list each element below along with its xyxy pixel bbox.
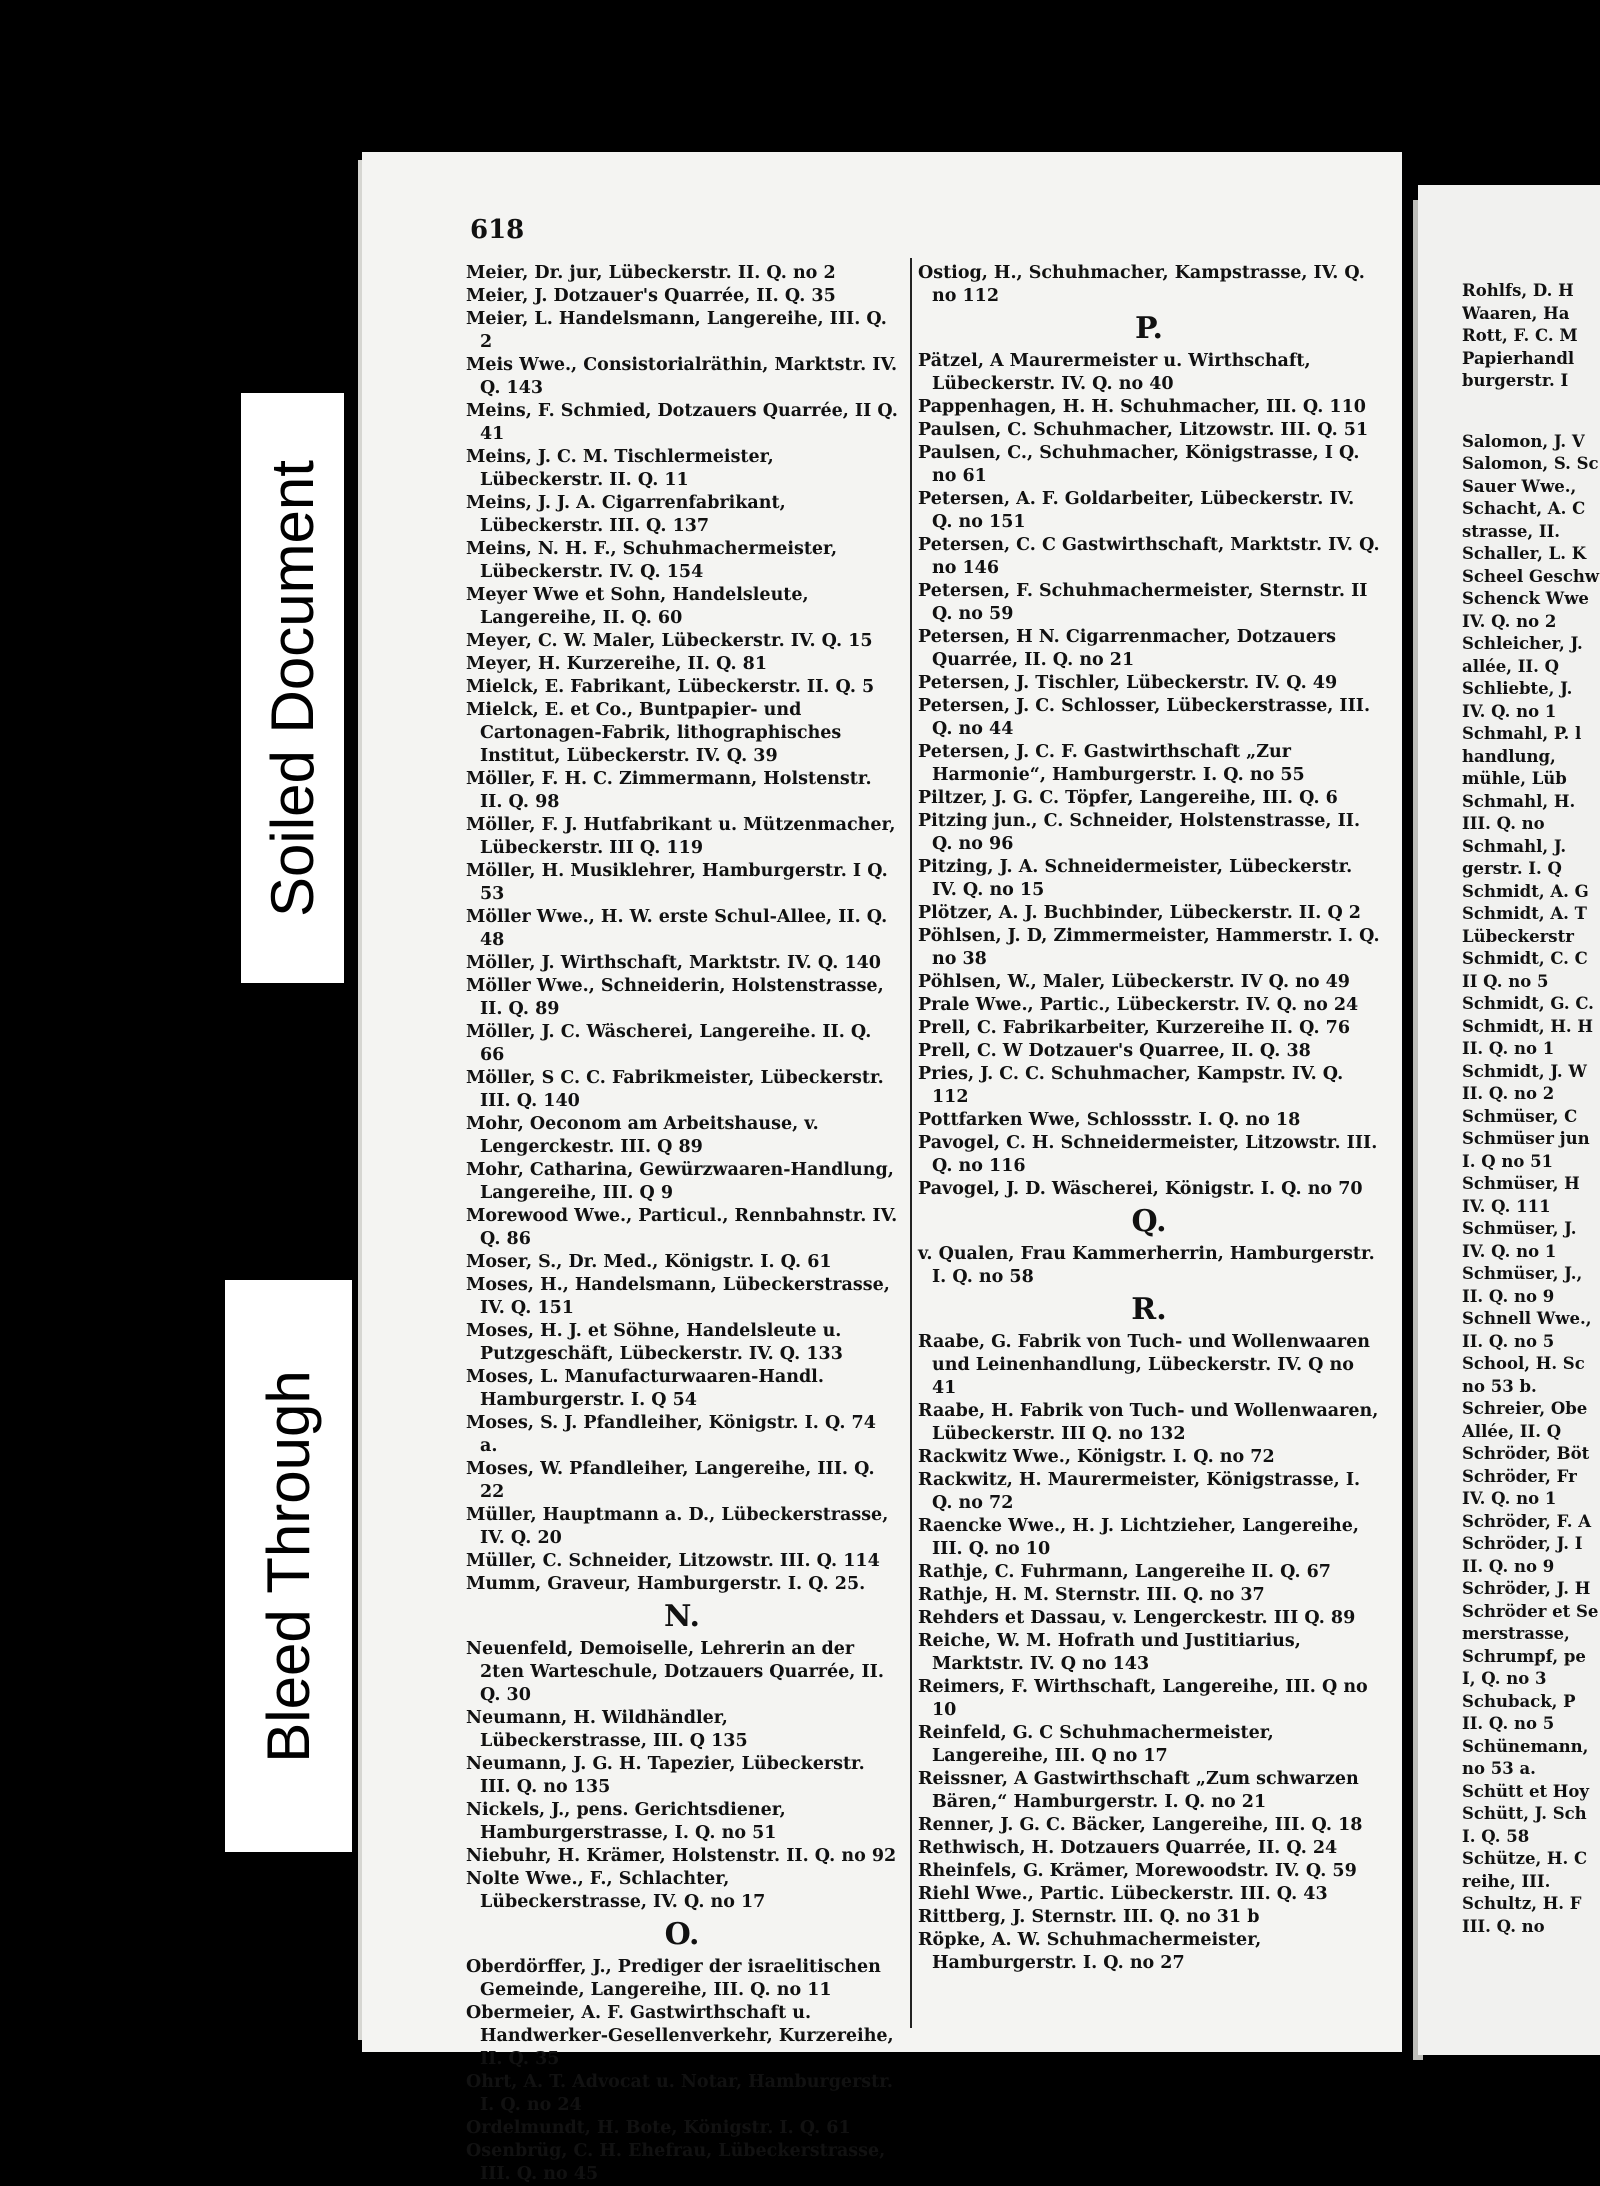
facing-page-line: Rohlfs, D. H — [1462, 281, 1574, 300]
facing-page-line: reihe, III. — [1462, 1871, 1551, 1891]
directory-entry: Pappenhagen, H. H. Schuhmacher, III. Q. 110 — [918, 397, 1366, 417]
facing-page-line: Schmahl, P. l — [1462, 724, 1582, 743]
facing-page-line: Allée, II. Q — [1462, 1421, 1562, 1441]
facing-page-line: Schliebte, J. — [1462, 679, 1573, 698]
directory-entry: Meyer Wwe et Sohn, Handelsleute, Langereihe, II. Q. 60 — [466, 585, 809, 628]
directory-entry: Raabe, G. Fabrik von Tuch- und Wollenwaaren und Leinenhandlung, Lübeckerstr. IV. Q no 41 — [918, 1332, 1370, 1398]
directory-entry: Ohrt, A. T. Advocat u. Notar, Hamburgerstr. I. Q. no 24 — [466, 2072, 893, 2115]
directory-entry: Ostiog, H., Schuhmacher, Kampstrasse, IV. Q. no 112 — [918, 263, 1365, 306]
directory-entry: Petersen, H N. Cigarrenmacher, Dotzauers Quarrée, II. Q. no 21 — [918, 627, 1336, 670]
facing-page-line: Salomon, J. V — [1462, 431, 1585, 451]
facing-page-line: burgerstr. I — [1462, 371, 1569, 390]
directory-entry: Mohr, Catharina, Gewürzwaaren-Handlung, Langereihe, III. Q 9 — [466, 1160, 894, 1203]
facing-page-line: Schacht, A. C — [1462, 499, 1586, 518]
directory-entry: Möller Wwe., H. W. erste Schul-Allee, II. Q. 48 — [466, 907, 888, 950]
directory-entry: Möller, J. C. Wäscherei, Langereihe. II. Q. 66 — [466, 1022, 872, 1065]
facing-page-line: Salomon, S. Sc — [1462, 454, 1599, 473]
facing-page-line: Schmüser, H — [1462, 1174, 1580, 1193]
directory-entry: Neumann, H. Wildhändler, Lübeckerstrasse, III. Q 135 — [466, 1708, 748, 1751]
facing-page-line: II. Q. no 5 — [1462, 1331, 1555, 1351]
facing-page-line: II Q. no 5 — [1462, 971, 1549, 991]
directory-entry: Petersen, J. Tischler, Lübeckerstr. IV. Q. 49 — [918, 673, 1338, 693]
directory-entry: Prell, C. W Dotzauer's Quarree, II. Q. 38 — [918, 1041, 1311, 1061]
facing-page-line: Schnell Wwe., — [1462, 1309, 1592, 1328]
directory-entry: Müller, C. Schneider, Litzowstr. III. Q. 114 — [466, 1551, 880, 1571]
facing-page-line: Schaller, L. K — [1462, 544, 1587, 563]
directory-entry: Renner, J. G. C. Bäcker, Langereihe, III. Q. 18 — [918, 1815, 1363, 1835]
directory-entry: Petersen, J. C. F. Gastwirthschaft „Zur Harmonie“, Hamburgerstr. I. Q. no 55 — [918, 742, 1305, 785]
directory-entry: Mielck, E. et Co., Buntpapier- und Cartonagen-Fabrik, lithographisches Institut, Lübeckerstr. IV. Q. 39 — [466, 700, 842, 766]
directory-entry: Riehl Wwe., Partic. Lübeckerstr. III. Q. 43 — [918, 1884, 1328, 1904]
bleed-through-label — [225, 1280, 352, 1852]
facing-page-line: Schmidt, A. T — [1462, 904, 1587, 923]
directory-entry: Meyer, C. W. Maler, Lübeckerstr. IV. Q. 15 — [466, 631, 873, 651]
facing-page-line: Schrumpf, pe — [1462, 1646, 1586, 1666]
directory-entry: Nickels, J., pens. Gerichtsdiener, Hamburgerstrasse, I. Q. no 51 — [466, 1800, 786, 1843]
facing-page-line: mühle, Lüb — [1462, 769, 1567, 788]
section-letter: N. — [664, 1599, 700, 1634]
facing-page-line: Schuback, P — [1462, 1691, 1576, 1711]
directory-entry: Oberdörffer, J., Prediger der israelitischen Gemeinde, Langereihe, III. Q. no 11 — [466, 1957, 881, 2000]
directory-entry: Prell, C. Fabrikarbeiter, Kurzereihe II. Q. 76 — [918, 1018, 1351, 1038]
page-number: 618 — [470, 215, 525, 245]
directory-entry: Meier, Dr. jur, Lübeckerstr. II. Q. no 2 — [466, 263, 836, 283]
facing-page-line: Schütze, H. C — [1462, 1849, 1588, 1868]
directory-entry: Mumm, Graveur, Hamburgerstr. I. Q. 25. — [466, 1574, 866, 1594]
directory-entry: Möller, S C. C. Fabrikmeister, Lübeckerstr. III. Q. 140 — [466, 1068, 884, 1111]
facing-page-line: II. Q. no 1 — [1462, 1039, 1555, 1058]
facing-page-line: Schmidt, C. C — [1462, 949, 1588, 968]
facing-page-line: Schreier, Obe — [1462, 1399, 1588, 1418]
soiled-document-label-text: Soiled Document — [259, 459, 327, 917]
directory-entry: Möller, F. J. Hutfabrikant u. Mützenmacher, Lübeckerstr. III Q. 119 — [466, 815, 896, 858]
directory-entry: Petersen, A. F. Goldarbeiter, Lübeckerstr. IV. Q. no 151 — [918, 489, 1355, 532]
facing-page-line: Sauer Wwe., — [1462, 476, 1577, 496]
facing-page-line: Schröder, J. I — [1462, 1534, 1583, 1553]
facing-page-line: II. Q. no 9 — [1462, 1286, 1555, 1306]
facing-page-line: Schmüser, J., — [1462, 1264, 1583, 1283]
directory-entry: v. Qualen, Frau Kammerherrin, Hamburgerstr. I. Q. no 58 — [918, 1244, 1375, 1287]
directory-entry: Moser, S., Dr. Med., Königstr. I. Q. 61 — [466, 1252, 832, 1272]
facing-page-line: Scheel Geschw — [1462, 566, 1600, 586]
directory-entry: Reiche, W. M. Hofrath und Justitiarius, Marktstr. IV. Q no 143 — [918, 1631, 1301, 1674]
directory-entry: Moses, L. Manufacturwaaren-Handl. Hamburgerstr. I. Q 54 — [466, 1367, 824, 1410]
directory-entry: Petersen, J. C. Schlosser, Lübeckerstrasse, III. Q. no 44 — [918, 696, 1371, 739]
directory-entry: Ordelmundt, H. Bote, Königstr. I. Q. 61 — [466, 2118, 851, 2138]
directory-entry: Plötzer, A. J. Buchbinder, Lübeckerstr. II. Q 2 — [918, 903, 1361, 923]
facing-page-line: merstrasse, — [1462, 1624, 1570, 1643]
directory-entry: Pöhlsen, W., Maler, Lübeckerstr. IV Q. no 49 — [918, 972, 1350, 992]
facing-page-line: Schröder, Fr — [1462, 1466, 1577, 1486]
directory-entry: Rathje, H. M. Sternstr. III. Q. no 37 — [918, 1585, 1265, 1605]
directory-entry: Mohr, Oeconom am Arbeitshause, v. Lengerckestr. III. Q 89 — [466, 1114, 819, 1157]
facing-page-line: School, H. Sc — [1462, 1354, 1585, 1373]
facing-page-line: Schmidt, H. H — [1462, 1016, 1594, 1036]
facing-page-line: Schmüser, C — [1462, 1106, 1578, 1126]
directory-entry: Neuenfeld, Demoiselle, Lehrerin an der 2ten Warteschule, Dotzauers Quarrée, II. Q. 30 — [466, 1639, 884, 1705]
directory-entry: Möller Wwe., Schneiderin, Holstenstrasse, II. Q. 89 — [466, 976, 884, 1019]
facing-page-line: Lübeckerstr — [1462, 926, 1574, 946]
section-letter: O. — [664, 1917, 700, 1952]
section-letter: Q. — [1131, 1204, 1167, 1239]
facing-page-line: III. Q. no — [1462, 1916, 1545, 1936]
directory-entry: Rackwitz Wwe., Königstr. I. Q. no 72 — [918, 1447, 1275, 1467]
facing-page-line: Schmidt, G. C. — [1462, 994, 1594, 1013]
directory-entry: Moses, W. Pfandleiher, Langereihe, III. Q. 22 — [466, 1459, 875, 1502]
facing-page-line: handlung, — [1462, 746, 1556, 766]
facing-page-line: Schröder, J. H — [1462, 1579, 1591, 1598]
directory-entry: Raencke Wwe., H. J. Lichtzieher, Langereihe, III. Q. no 10 — [918, 1516, 1359, 1559]
facing-page-line: III. Q. no — [1462, 814, 1545, 833]
directory-entry: Obermeier, A. F. Gastwirthschaft u. Handwerker-Gesellenverkehr, Kurzereihe, II. Q. 35 — [466, 2003, 894, 2069]
facing-page-line: Schütt et Hoy — [1462, 1781, 1589, 1801]
facing-page-line: Schmüser, J. — [1462, 1219, 1577, 1238]
directory-entry: Pitzing, J. A. Schneidermeister, Lübeckerstr. IV. Q. no 15 — [918, 857, 1353, 900]
facing-page-line: Schultz, H. F — [1462, 1894, 1582, 1913]
directory-entry: Moses, H., Handelsmann, Lübeckerstrasse, IV. Q. 151 — [466, 1275, 890, 1318]
directory-entry: Meins, F. Schmied, Dotzauers Quarrée, II Q. 41 — [466, 401, 898, 444]
directory-entry: Meins, N. H. F., Schuhmachermeister, Lübeckerstr. IV. Q. 154 — [466, 539, 838, 582]
left-column — [466, 262, 898, 2186]
facing-page-line: no 53 b. — [1462, 1376, 1537, 1396]
directory-entry: Nolte Wwe., F., Schlachter, Lübeckerstrasse, IV. Q. no 17 — [466, 1869, 766, 1912]
directory-entry: Pätzel, A Maurermeister u. Wirthschaft, Lübeckerstr. IV. Q. no 40 — [918, 351, 1311, 394]
facing-page-line: Schmüser jun — [1462, 1129, 1590, 1148]
directory-entry: Rackwitz, H. Maurermeister, Königstrasse, I. Q. no 72 — [918, 1470, 1361, 1513]
facing-page-line: Schenck Wwe — [1462, 589, 1589, 608]
directory-entry: Petersen, C. C Gastwirthschaft, Marktstr. IV. Q. no 146 — [918, 535, 1380, 578]
directory-entry: Pavogel, C. H. Schneidermeister, Litzowstr. III. Q. no 116 — [918, 1133, 1378, 1176]
directory-entry: Moses, S. J. Pfandleiher, Königstr. I. Q. 74 a. — [466, 1413, 876, 1456]
facing-page-line: Schröder et Se — [1462, 1601, 1599, 1621]
directory-entry: Reinfeld, G. C Schuhmachermeister, Langereihe, III. Q no 17 — [918, 1723, 1274, 1766]
directory-entry: Meier, L. Handelsmann, Langereihe, III. Q. 2 — [466, 309, 887, 352]
directory-entry: Prale Wwe., Partic., Lübeckerstr. IV. Q. no 24 — [918, 995, 1359, 1015]
directory-entry: Möller, H. Musiklehrer, Hamburgerstr. I Q. 53 — [466, 861, 888, 904]
directory-entry: Pottfarken Wwe, Schlossstr. I. Q. no 18 — [918, 1110, 1301, 1130]
directory-entry: Morewood Wwe., Particul., Rennbahnstr. IV. Q. 86 — [466, 1206, 898, 1249]
directory-entry: Meyer, H. Kurzereihe, II. Q. 81 — [466, 654, 768, 674]
facing-page-line: Schmahl, J. — [1462, 836, 1567, 856]
column-divider — [910, 258, 912, 2028]
directory-entry: Paulsen, C., Schuhmacher, Königstrasse, I Q. no 61 — [918, 443, 1360, 486]
facing-page-line: strasse, II. — [1462, 521, 1561, 541]
facing-page-line: II. Q. no 2 — [1462, 1084, 1555, 1103]
facing-page-line: IV. Q. no 1 — [1462, 1241, 1557, 1261]
directory-entry: Reissner, A Gastwirthschaft „Zum schwarzen Bären,“ Hamburgerstr. I. Q. no 21 — [918, 1769, 1359, 1812]
facing-page-line: I. Q. 58 — [1462, 1826, 1530, 1846]
directory-entry: Röpke, A. W. Schuhmachermeister, Hamburgerstr. I. Q. no 27 — [918, 1930, 1262, 1973]
directory-entry: Petersen, F. Schuhmachermeister, Sternstr. II Q. no 59 — [918, 581, 1368, 624]
directory-entry: Möller, J. Wirthschaft, Marktstr. IV. Q. 140 — [466, 953, 881, 973]
facing-page-line: IV. Q. no 2 — [1462, 611, 1557, 631]
directory-entry: Müller, Hauptmann a. D., Lübeckerstrasse, IV. Q. 20 — [466, 1505, 889, 1548]
directory-entry: Rehders et Dassau, v. Lengerckestr. III Q. 89 — [918, 1608, 1356, 1628]
facing-page-line: IV. Q. 111 — [1462, 1196, 1551, 1216]
facing-page-line: Schröder, Böt — [1462, 1444, 1590, 1463]
section-letter: P. — [1134, 311, 1164, 346]
facing-page-line: no 53 a. — [1462, 1759, 1536, 1778]
directory-entry: Rittberg, J. Sternstr. III. Q. no 31 b — [918, 1907, 1260, 1927]
directory-entry: Rethwisch, H. Dotzauers Quarrée, II. Q. 24 — [918, 1838, 1338, 1858]
facing-page-line: Schmahl, H. — [1462, 791, 1576, 811]
directory-entry: Pöhlsen, J. D, Zimmermeister, Hammerstr. I. Q. no 38 — [918, 926, 1380, 969]
facing-page-line: IV. Q. no 1 — [1462, 701, 1557, 721]
directory-entry: Osenbrüg, C. H. Ehefrau, Lübeckerstrasse, III. Q. no 45 — [466, 2141, 886, 2184]
facing-page-line: Waaren, Ha — [1462, 303, 1570, 323]
facing-page-column — [1462, 280, 1600, 1938]
directory-entry: Meier, J. Dotzauer's Quarrée, II. Q. 35 — [466, 286, 836, 306]
directory-entry: Mielck, E. Fabrikant, Lübeckerstr. II. Q. 5 — [466, 677, 875, 697]
directory-entry: Pries, J. C. C. Schuhmacher, Kampstr. IV. Q. 112 — [918, 1064, 1344, 1107]
directory-entry: Niebuhr, H. Krämer, Holstenstr. II. Q. no 92 — [466, 1846, 897, 1866]
directory-entry: Meins, J. C. M. Tischlermeister, Lübeckerstr. II. Q. 11 — [466, 447, 774, 490]
directory-entry: Meins, J. J. A. Cigarrenfabrikant, Lübeckerstr. III. Q. 137 — [466, 493, 786, 536]
facing-page-line: Schütt, J. Sch — [1462, 1804, 1587, 1823]
facing-page-line: II. Q. no 9 — [1462, 1556, 1555, 1576]
directory-entry: Piltzer, J. G. C. Töpfer, Langereihe, III. Q. 6 — [918, 788, 1338, 808]
section-letter: R. — [1131, 1292, 1167, 1327]
facing-page-line: Schmidt, A. G — [1462, 881, 1589, 901]
directory-entry: Rheinfels, G. Krämer, Morewoodstr. IV. Q. 59 — [918, 1861, 1357, 1881]
facing-page-line: Schünemann, — [1462, 1736, 1589, 1756]
facing-page-line: I. Q no 51 — [1462, 1151, 1554, 1171]
facing-page-line: Schröder, F. A — [1462, 1511, 1592, 1531]
facing-page-line: I, Q. no 3 — [1462, 1669, 1547, 1688]
facing-page-line: gerstr. I. Q — [1462, 859, 1562, 878]
facing-page-line: IV. Q. no 1 — [1462, 1489, 1557, 1508]
right-column — [918, 262, 1380, 1975]
directory-entry: Pavogel, J. D. Wäscherei, Königstr. I. Q. no 70 — [918, 1179, 1363, 1199]
directory-entry: Neumann, J. G. H. Tapezier, Lübeckerstr. III. Q. no 135 — [466, 1754, 865, 1797]
facing-page-line: allée, II. Q — [1462, 656, 1560, 676]
directory-entry: Paulsen, C. Schuhmacher, Litzowstr. III. Q. 51 — [918, 420, 1369, 440]
directory-entry: Möller, F. H. C. Zimmermann, Holstenstr. II. Q. 98 — [466, 769, 872, 812]
directory-entry: Meis Wwe., Consistorialräthin, Marktstr. IV. Q. 143 — [466, 355, 898, 398]
facing-page-line: Papierhandl — [1462, 348, 1575, 368]
directory-entry: Reimers, F. Wirthschaft, Langereihe, III. Q no 10 — [918, 1677, 1368, 1720]
facing-page-gap — [1462, 393, 1600, 431]
directory-entry: Moses, H. J. et Söhne, Handelsleute u. Putzgeschäft, Lübeckerstr. IV. Q. 133 — [466, 1321, 843, 1364]
facing-page-line: II. Q. no 5 — [1462, 1714, 1555, 1733]
directory-entry: Raabe, H. Fabrik von Tuch- und Wollenwaaren, Lübeckerstr. III Q. no 132 — [918, 1401, 1379, 1444]
facing-page-line: Schleicher, J. — [1462, 634, 1583, 653]
soiled-document-label — [241, 393, 344, 983]
facing-page-line: Rott, F. C. M — [1462, 326, 1578, 345]
bleed-through-label-text: Bleed Through — [255, 1369, 322, 1763]
directory-entry: Pitzing jun., C. Schneider, Holstenstrasse, II. Q. no 96 — [918, 811, 1361, 854]
directory-entry: Rathje, C. Fuhrmann, Langereihe II. Q. 67 — [918, 1562, 1331, 1582]
facing-page-line: Schmidt, J. W — [1462, 1061, 1587, 1081]
